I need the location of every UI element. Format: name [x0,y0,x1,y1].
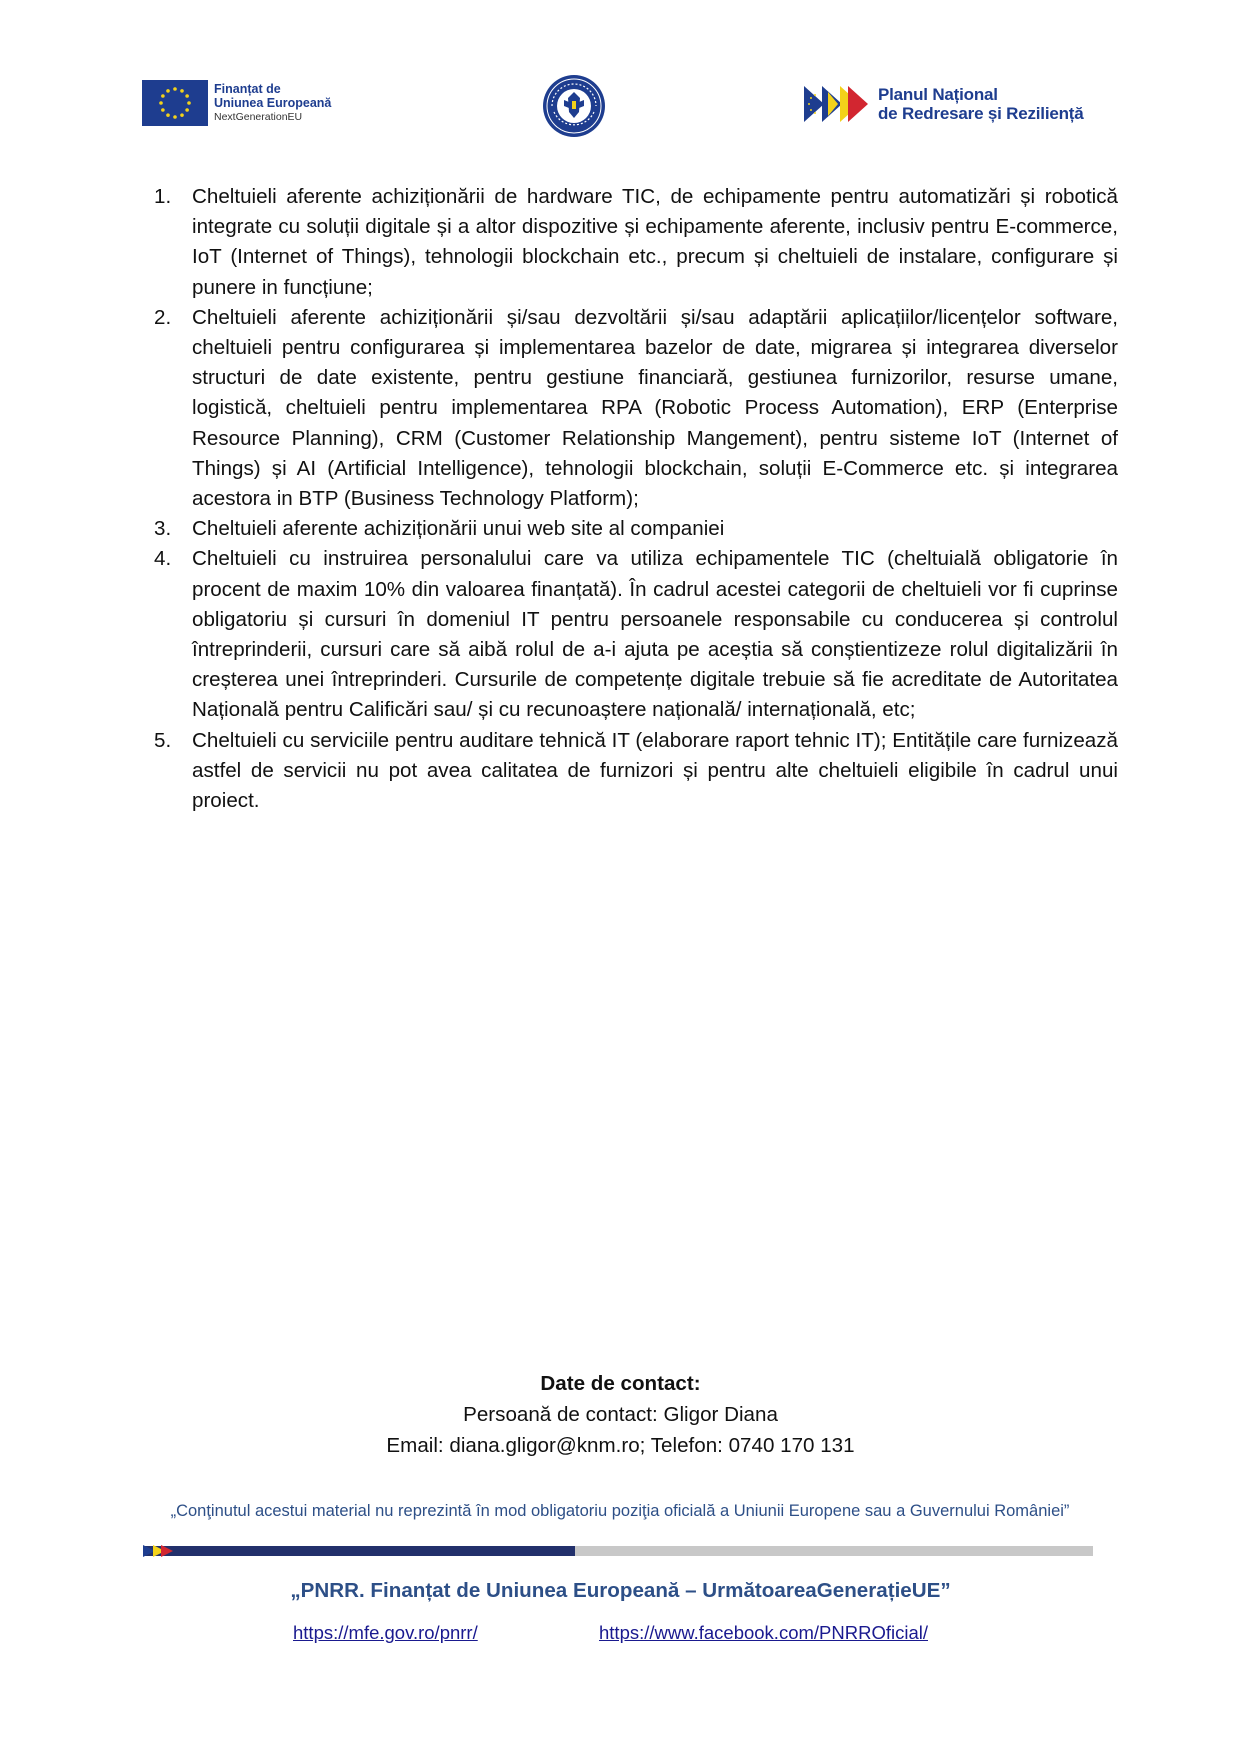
contact-person: Persoană de contact: Gligor Diana [463,1403,778,1426]
contact-block [0,1368,1241,1461]
eu-logo-line1: Finanțat de [214,82,281,96]
list-item-text: Cheltuieli aferente achiziționării și/sau dezvoltării și/sau adaptării aplicațiilor/licențelor software, cheltuieli pentru configurarea și implementarea bazelor de date, migrarea și integrarea diverselor structuri de date existente, pentru gestiune financiară, gestiunea furnizorilor, resurse umane, logistică, cheltuieli pentru implementarea RPA (Robotic Process Automation), ERP (Enterprise Resource Planning), CRM (Customer Relationship Mangement), pentru sisteme IoT (Internet of Things) și AI (Artificial Intelligence), tehnologii blockchain, soluții E-Commerce etc. și integrarea acestora in BTP (Business Technology Platform); [192,305,1118,511]
list-item-text: Cheltuieli cu instruirea personalului care va utiliza echipamentele TIC (cheltuială obligatorie în procent de maxim 10% din valoarea finanțată). În cadrul acestei categorii de cheltuieli vor fi cuprinse obligatoriu și cursuri în domeniul IT pentru persoanele responsabile cu conducerea și controlul întreprinderii, cursuri care să aibă rolul de a-i ajuta pe aceștia să conștientizeze rolul digitalizării în creșterea unei întreprinderi. Cursurile de competențe digitale trebuie să fie acreditate de Autoritatea Națională pentru Calificări sau/ și cu recunoaștere națională/ internațională, etc; [192,547,1118,722]
eu-logo-line2: Uniunea Europeană [214,96,332,110]
eu-star-icon [185,94,189,98]
eu-star-icon [161,108,165,112]
pnrr-logo [804,84,1084,124]
list-item [154,544,1118,725]
footer-divider-bar [143,1545,1093,1557]
eu-star-icon [180,89,184,93]
footer-disclaimer: „Conţinutul acestui material nu reprezintă în mod obligatoriu poziţia oficială a Uniunii Europene sau a Guvernului României” [170,1502,1070,1520]
pnrr-website-link[interactable]: https://mfe.gov.ro/pnrr/ [293,1622,478,1643]
footer-slogan: „PNRR. Finanțat de Uniunea Europeană – UrmătoareaGenerațieUE” [290,1579,951,1602]
list-item [154,514,1118,544]
contact-details: Email: diana.gligor@knm.ro; Telefon: 0740 170 131 [386,1434,855,1457]
eu-logo-line3: NextGenerationEU [214,111,303,123]
romanian-government-seal-icon [542,74,606,138]
eu-star-icon [166,89,170,93]
eligible-expenses-list [154,182,1118,816]
eu-star-icon [161,94,165,98]
pnrr-arrows-icon [804,84,872,124]
list-item [154,182,1118,303]
list-item-text: Cheltuieli aferente achiziționării de hardware TIC, de echipamente pentru automatizări și robotică integrate cu soluții digitale și a altor dispozitive și echipamente aferente, inclusiv pentru E-commerce, IoT (Internet of Things), tehnologii blockchain etc., precum și cheltuieli de instalare, configurare și punere in funcțiune; [192,185,1118,299]
eu-star-icon [166,113,170,117]
eligible-expenses-section [154,182,1118,816]
eu-flag-icon [142,80,208,126]
page-header [0,0,1241,150]
list-item-number: 4. [154,547,172,571]
pnrr-logo-line2: de Redresare și Reziliență [878,104,1084,123]
eu-star-icon [180,113,184,117]
list-item-text: Cheltuieli aferente achiziționării unui web site al companiei [192,517,725,541]
eu-star-icon [173,87,177,91]
pnrr-logo-line1: Planul Național [878,85,998,104]
list-item [154,726,1118,817]
list-item-number: 1. [154,185,172,208]
eu-star-icon [159,101,163,105]
list-item-number: 3. [154,517,172,541]
eu-star-icon [173,115,177,119]
contact-title: Date de contact: [540,1372,701,1395]
eu-star-icon [187,101,191,105]
list-item-number: 5. [154,728,172,752]
eu-funding-logo [142,80,331,126]
eu-star-icon [185,108,189,112]
pnrr-facebook-link[interactable]: https://www.facebook.com/PNRROficial/ [599,1622,928,1643]
list-item-text: Cheltuieli cu serviciile pentru auditare tehnică IT (elaborare raport tehnic IT); Entitățile care furnizează astfel de servicii nu pot avea calitatea de furnizori și pentru alte cheltuieli eligibile în cadrul unui proiect. [192,728,1118,813]
list-item [154,303,1118,514]
list-item-number: 2. [154,305,172,329]
